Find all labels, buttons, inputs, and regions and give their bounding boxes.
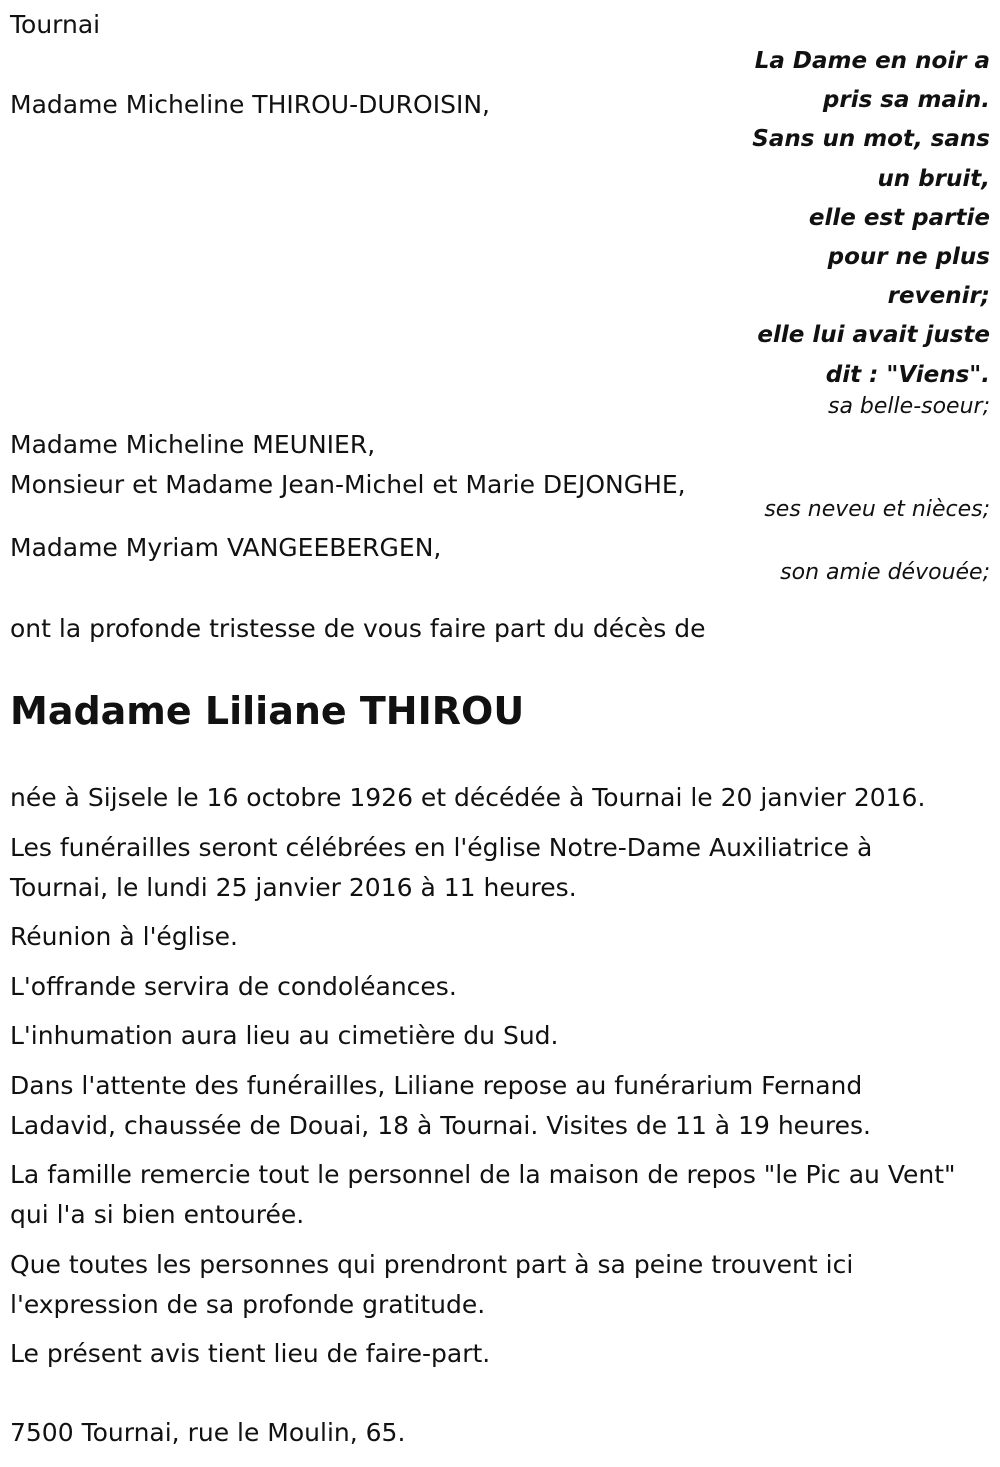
announcement-intro: ont la profonde tristesse de vous faire part du décès de: [10, 614, 706, 643]
sister-in-law-name: Madame Micheline THIROU-DUROISIN,: [10, 90, 490, 119]
nephews-relation: ses neveu et nièces;: [764, 497, 990, 522]
sister-in-law-relation: sa belle-soeur;: [828, 394, 990, 419]
poem-line: pris sa main.: [822, 87, 990, 114]
poem-line: pour ne plus: [827, 244, 990, 271]
poem-line: Sans un mot, sans: [752, 126, 990, 153]
burial-paragraph: L'inhumation aura lieu au cimetière du Sud.: [10, 1021, 559, 1050]
gratitude-paragraph: Que toutes les personnes qui prendront part à sa peine trouvent ici l'expression de sa profonde gratitude.: [10, 1249, 854, 1319]
address: 7500 Tournai, rue le Moulin, 65.: [10, 1418, 406, 1447]
location-heading: Tournai: [10, 10, 101, 39]
nephew-niece-name: Madame Micheline MEUNIER,: [10, 430, 376, 459]
poem-line: un bruit,: [877, 165, 990, 192]
poem: [730, 42, 990, 395]
poem-line: elle est partie: [808, 204, 990, 231]
funeral-paragraph: Les funérailles seront célébrées en l'église Notre-Dame Auxiliatrice à Tournai, le lundi 25 janvier 2016 à 11 heures.: [10, 832, 873, 902]
details-block: [10, 778, 970, 1384]
funerarium-paragraph: Dans l'attente des funérailles, Liliane repose au funérarium Fernand Ladavid, chaussée de Douai, 18 à Tournai. Visites de 11 à 19 heures.: [10, 1070, 871, 1140]
friend-name: Madame Myriam VANGEEBERGEN,: [10, 533, 442, 562]
notice-paragraph: Le présent avis tient lieu de faire-part.: [10, 1339, 491, 1368]
birth-death-paragraph: née à Sijsele le 16 octobre 1926 et décédée à Tournai le 20 janvier 2016.: [10, 783, 926, 812]
poem-line: dit : "Viens".: [825, 361, 990, 388]
poem-line: La Dame en noir a: [754, 48, 990, 74]
nephew-niece-name: Monsieur et Madame Jean-Michel et Marie DEJONGHE,: [10, 470, 686, 499]
offering-paragraph: L'offrande servira de condoléances.: [10, 971, 457, 1001]
meeting-paragraph: Réunion à l'église.: [10, 922, 238, 951]
poem-line: revenir;: [887, 283, 990, 310]
friend-relation: son amie dévouée;: [780, 560, 990, 585]
deceased-name: Madame Liliane THIROU: [10, 689, 525, 733]
thanks-paragraph: La famille remercie tout le personnel de la maison de repos "le Pic au Vent" qui l'a si bien entourée.: [10, 1160, 956, 1229]
poem-line: elle lui avait juste: [757, 322, 990, 349]
